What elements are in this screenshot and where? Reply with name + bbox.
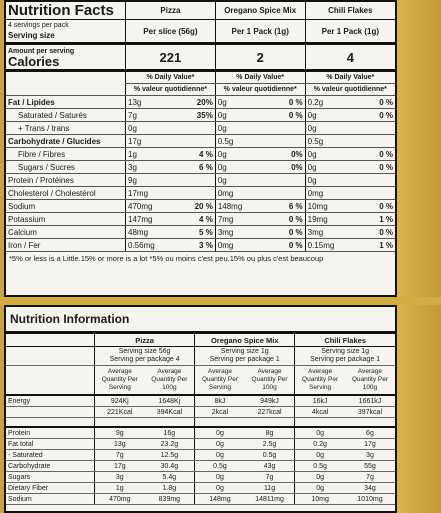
chili-dv: 0 % — [350, 96, 395, 109]
panel-gap — [0, 297, 441, 305]
chili-amount: 0g — [305, 122, 350, 135]
oregano-dv: 0 % — [260, 109, 305, 122]
info-value: 0g — [195, 427, 245, 439]
nutrient-label: Carbohydrate / Glucides — [6, 135, 126, 148]
oregano-amount: 0g — [215, 122, 260, 135]
oregano-dv: 6 % — [260, 200, 305, 213]
facts-row — [6, 135, 395, 148]
info-value: 23.2g — [145, 439, 195, 450]
oregano-dv: 0% — [260, 148, 305, 161]
info-value: 0.5g — [295, 461, 345, 472]
dv-oregano: % Daily Value* — [215, 71, 305, 84]
nutrient-label: + Trans / trans — [6, 122, 126, 135]
serving-oregano-info: Serving size 1g Serving per package 1 — [195, 347, 295, 366]
oregano-dv: 0 % — [260, 239, 305, 252]
info-value: 0g — [195, 450, 245, 461]
pizza-amount: 48mg — [126, 226, 171, 239]
dv-header-row — [6, 71, 395, 84]
chili-amount: 0.15mg — [305, 239, 350, 252]
avg-serving-chili: Average Quantity Per Serving — [295, 366, 345, 396]
info-value: 3g — [95, 472, 145, 483]
facts-row — [6, 226, 395, 239]
info-value: 3g — [345, 450, 395, 461]
facts-title: Nutrition Facts — [6, 2, 126, 20]
dv-fr-oregano: % valeur quotidienne* — [215, 84, 305, 96]
info-col-chili: Chili Flakes — [295, 334, 395, 347]
info-nutrient-label: Sugars — [6, 472, 95, 483]
nutrient-label: Cholesterol / Cholestérol — [6, 187, 126, 200]
oregano-dv — [260, 187, 305, 200]
facts-row — [6, 239, 395, 252]
serving-info — [6, 20, 126, 44]
info-row — [6, 483, 395, 494]
oregano-amount: 0mg — [215, 187, 260, 200]
col-oregano: Oregano Spice Mix — [215, 2, 305, 20]
oregano-amount: 0mg — [215, 239, 260, 252]
oregano-amount: 0g — [215, 96, 260, 109]
energy-label: Energy — [6, 395, 95, 407]
dv-chili: % Daily Value* — [305, 71, 395, 84]
info-value: 0g — [295, 427, 345, 439]
energy-kcal-row: 221Kcal 394Kcal 2kcal 227kcal 4kcal 397kcal — [6, 407, 395, 418]
info-avg-header-row — [6, 366, 395, 396]
serving-row — [6, 20, 395, 44]
info-value: 0g — [195, 483, 245, 494]
nutrition-information-table — [6, 334, 395, 505]
chili-dv — [350, 187, 395, 200]
dv-fr-pizza: % valeur quotidienne* — [126, 84, 216, 96]
info-value: 2.5g — [245, 439, 295, 450]
chili-dv: 0 % — [350, 109, 395, 122]
dv-pizza: % Daily Value* — [126, 71, 216, 84]
facts-row — [6, 213, 395, 226]
info-nutrient-label: Fat total — [6, 439, 95, 450]
oregano-amount: 148mg — [215, 200, 260, 213]
pizza-dv: 5 % — [170, 226, 215, 239]
dv-header-fr-row — [6, 84, 395, 96]
info-nutrient-label: Carbohydrate — [6, 461, 95, 472]
pizza-dv — [170, 187, 215, 200]
pizza-amount: 13g — [126, 96, 171, 109]
chili-amount: 0.5g — [305, 135, 350, 148]
info-value: 17g — [345, 439, 395, 450]
oregano-amount: 0g — [215, 109, 260, 122]
avg-100g-pizza: Average Quantity Per 100g — [145, 366, 195, 396]
facts-row — [6, 122, 395, 135]
info-value: 0g — [195, 439, 245, 450]
nutrition-information-panel — [4, 305, 397, 513]
oregano-amount: 3mg — [215, 226, 260, 239]
nutrient-label: Iron / Fer — [6, 239, 126, 252]
info-value: 8g — [245, 427, 295, 439]
info-nutrient-label: Protein — [6, 427, 95, 439]
nutrient-label: Saturated / Saturés — [6, 109, 126, 122]
pizza-dv: 6 % — [170, 161, 215, 174]
package-edge — [397, 0, 441, 513]
calories-pizza: 221 — [126, 44, 216, 71]
info-value: 0g — [295, 450, 345, 461]
calories-label-cell — [6, 44, 126, 71]
pizza-dv: 20% — [170, 96, 215, 109]
col-pizza: Pizza — [126, 2, 216, 20]
chili-dv: 0 % — [350, 148, 395, 161]
info-value: 30.4g — [145, 461, 195, 472]
chili-dv: 1 % — [350, 213, 395, 226]
pizza-amount: 0.56mg — [126, 239, 171, 252]
info-value: 0.2g — [295, 439, 345, 450]
info-serving-row — [6, 347, 395, 366]
info-value: 0.5g — [245, 450, 295, 461]
info-value: 5.4g — [145, 472, 195, 483]
info-value: 1010mg — [345, 494, 395, 505]
serving-pizza: Per slice (56g) — [126, 20, 216, 44]
pizza-dv: 20 % — [170, 200, 215, 213]
info-title: Nutrition Information — [6, 307, 395, 334]
info-row — [6, 472, 395, 483]
chili-amount: 0g — [305, 109, 350, 122]
nutrient-label: Sodium — [6, 200, 126, 213]
chili-dv — [350, 174, 395, 187]
info-row — [6, 461, 395, 472]
chili-amount: 0g — [305, 174, 350, 187]
footnote: *5% or less is a Little.15% or more is a lot *5% ou moins c'est peu.15% ou plus c'est beaucoup — [9, 254, 324, 263]
oregano-dv: 0 % — [260, 96, 305, 109]
oregano-dv — [260, 174, 305, 187]
pizza-dv — [170, 122, 215, 135]
oregano-amount: 0g — [215, 161, 260, 174]
oregano-dv: 0 % — [260, 226, 305, 239]
oregano-amount: 7mg — [215, 213, 260, 226]
info-value: 7g — [345, 472, 395, 483]
pizza-dv: 35% — [170, 109, 215, 122]
info-value: 16g — [145, 427, 195, 439]
nutrition-facts-table — [6, 2, 395, 252]
amount-per-serving: Amount per serving — [8, 48, 75, 55]
oregano-dv: 0% — [260, 161, 305, 174]
info-col-header-row — [6, 334, 395, 347]
oregano-amount: 0g — [215, 148, 260, 161]
facts-row — [6, 174, 395, 187]
info-value: 1.8g — [145, 483, 195, 494]
pizza-amount: 17g — [126, 135, 171, 148]
facts-row — [6, 187, 395, 200]
dv-fr-chili: % valeur quotidienne* — [305, 84, 395, 96]
avg-serving-oregano: Average Quantity Per Serving — [195, 366, 245, 396]
calories-label: Calories — [8, 54, 60, 69]
servings-per-pack: 4 servings per pack — [8, 22, 69, 29]
oregano-dv — [260, 135, 305, 148]
info-nutrient-label: - Saturated — [6, 450, 95, 461]
serving-size-label: Serving size — [8, 31, 55, 40]
info-value: 0g — [295, 472, 345, 483]
avg-100g-oregano: Average Quantity Per 100g — [245, 366, 295, 396]
info-value: 14811mg — [245, 494, 295, 505]
chili-amount: 0mg — [305, 187, 350, 200]
facts-row — [6, 148, 395, 161]
pizza-dv — [170, 135, 215, 148]
chili-amount: 10mg — [305, 200, 350, 213]
info-value: 0g — [295, 483, 345, 494]
nutrient-label: Fat / Lipides — [6, 96, 126, 109]
info-value: 43g — [245, 461, 295, 472]
info-col-pizza: Pizza — [95, 334, 195, 347]
chili-amount: 0g — [305, 161, 350, 174]
chili-dv — [350, 122, 395, 135]
facts-header-row — [6, 2, 395, 20]
chili-amount: 0.2g — [305, 96, 350, 109]
serving-oregano: Per 1 Pack (1g) — [215, 20, 305, 44]
nutrient-label: Potassium — [6, 213, 126, 226]
pizza-amount: 17mg — [126, 187, 171, 200]
nutrition-facts-panel — [4, 0, 397, 297]
facts-row — [6, 109, 395, 122]
info-value: 10mg — [295, 494, 345, 505]
info-row — [6, 427, 395, 439]
facts-row — [6, 96, 395, 109]
oregano-amount: 0.5g — [215, 135, 260, 148]
chili-amount: 19mg — [305, 213, 350, 226]
oregano-dv — [260, 122, 305, 135]
serving-chili: Per 1 Pack (1g) — [305, 20, 395, 44]
info-row — [6, 450, 395, 461]
info-value: 0g — [195, 472, 245, 483]
pizza-amount: 1g — [126, 148, 171, 161]
pizza-dv: 4 % — [170, 213, 215, 226]
info-value: 55g — [345, 461, 395, 472]
pizza-amount: 470mg — [126, 200, 171, 213]
info-value: 13g — [95, 439, 145, 450]
calories-oregano: 2 — [215, 44, 305, 71]
info-value: 7g — [95, 450, 145, 461]
info-value: 470mg — [95, 494, 145, 505]
oregano-amount: 0g — [215, 174, 260, 187]
calories-row — [6, 44, 395, 71]
info-rows — [6, 427, 395, 505]
info-row — [6, 439, 395, 450]
info-col-oregano: Oregano Spice Mix — [195, 334, 295, 347]
info-value: 9g — [95, 427, 145, 439]
info-value: 1g — [95, 483, 145, 494]
info-value: 12.5g — [145, 450, 195, 461]
chili-dv — [350, 135, 395, 148]
facts-row — [6, 200, 395, 213]
pizza-dv — [170, 174, 215, 187]
pizza-amount: 147mg — [126, 213, 171, 226]
info-value: 148mg — [195, 494, 245, 505]
nutrient-label: Protein / Protéines — [6, 174, 126, 187]
facts-row — [6, 161, 395, 174]
info-nutrient-label: Sodium — [6, 494, 95, 505]
info-value: 17g — [95, 461, 145, 472]
pizza-amount: 7g — [126, 109, 171, 122]
info-value: 6g — [345, 427, 395, 439]
pizza-dv: 3 % — [170, 239, 215, 252]
chili-dv: 0 % — [350, 226, 395, 239]
info-value: 34g — [345, 483, 395, 494]
info-value: 7g — [245, 472, 295, 483]
chili-amount: 0g — [305, 148, 350, 161]
pizza-amount: 9g — [126, 174, 171, 187]
nutrient-label: Calcium — [6, 226, 126, 239]
chili-dv: 0 % — [350, 161, 395, 174]
pizza-dv: 4 % — [170, 148, 215, 161]
serving-chili-info: Serving size 1g Serving per package 1 — [295, 347, 395, 366]
pizza-amount: 3g — [126, 161, 171, 174]
info-value: 0.5g — [195, 461, 245, 472]
spacer-row — [6, 418, 395, 428]
serving-pizza-info: Serving size 56g Serving per package 4 — [95, 347, 195, 366]
avg-100g-chili: Average Quantity Per 100g — [345, 366, 395, 396]
info-nutrient-label: Dietary Fiber — [6, 483, 95, 494]
info-value: 839mg — [145, 494, 195, 505]
avg-serving-pizza: Average Quantity Per Serving — [95, 366, 145, 396]
info-value: 11g — [245, 483, 295, 494]
chili-dv: 0 % — [350, 200, 395, 213]
info-row — [6, 494, 395, 505]
calories-chili: 4 — [305, 44, 395, 71]
energy-kj-row: Energy 924Kj 1648Kj 8kJ 949kJ 16kJ 1661kJ — [6, 395, 395, 407]
chili-amount: 3mg — [305, 226, 350, 239]
oregano-dv: 0 % — [260, 213, 305, 226]
nutrient-label: Sugars / Sucres — [6, 161, 126, 174]
facts-rows — [6, 96, 395, 252]
chili-dv: 1 % — [350, 239, 395, 252]
pizza-amount: 0g — [126, 122, 171, 135]
nutrient-label: Fibre / Fibres — [6, 148, 126, 161]
col-chili: Chili Flakes — [305, 2, 395, 20]
